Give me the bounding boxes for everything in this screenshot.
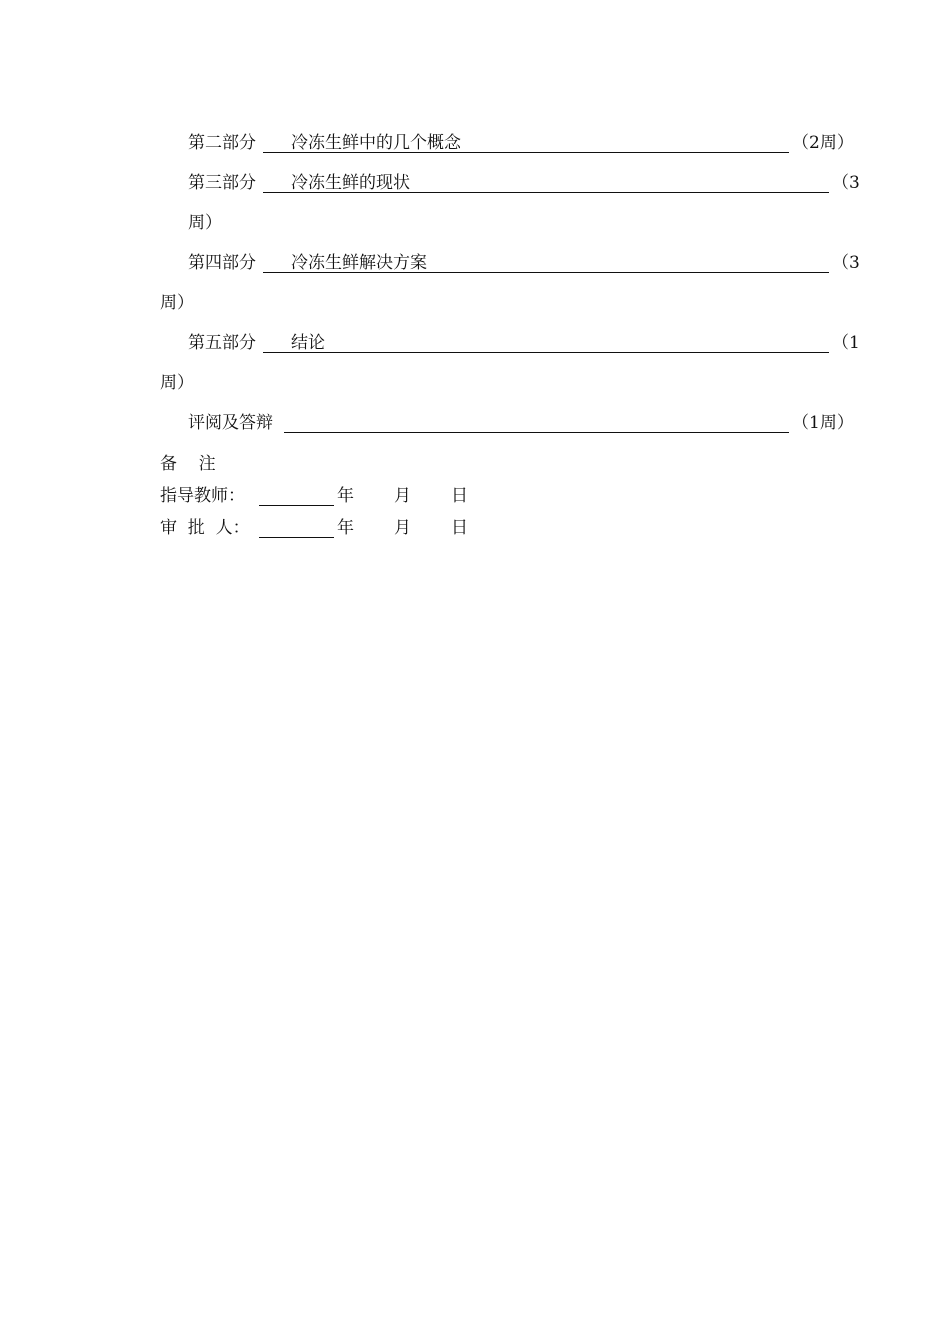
schedule-row-review [0,412,950,436]
advisor-month: 月 [394,486,411,506]
schedule-row-part5 [0,332,950,356]
part-label: 评阅及答辩 [188,413,273,433]
schedule-row-part4 [0,252,950,276]
approver-month: 月 [394,518,411,538]
topic-underline [263,332,829,353]
part-duration: （3 [832,253,860,273]
advisor-signature-blank [259,485,334,506]
schedule-row-part2 [0,132,950,156]
part-topic: 结论 [291,333,325,353]
part-topic: 冷冻生鲜中的几个概念 [291,133,461,153]
part-topic: 冷冻生鲜解决方案 [291,253,427,273]
part-duration: （2周） [792,133,854,153]
duration-wrap: 周） [188,213,222,233]
topic-underline [263,172,829,193]
topic-underline [263,132,789,153]
schedule-row-part3 [0,172,950,196]
part-duration: （3 [832,173,860,193]
advisor-label: 指导教师： [160,486,245,506]
part-duration: （1周） [792,413,854,433]
part-label: 第二部分 [188,133,256,153]
part-label: 第四部分 [188,253,256,273]
duration-wrap: 周） [160,373,194,393]
advisor-year: 年 [337,486,354,506]
advisor-signature-row [0,485,950,509]
approver-day: 日 [451,518,468,538]
part-label: 第五部分 [188,333,256,353]
part-label: 第三部分 [188,173,256,193]
review-underline [284,412,789,433]
part-topic: 冷冻生鲜的现状 [291,173,410,193]
part-duration: （1 [832,333,860,353]
approver-signature-row [0,517,950,541]
approver-label: 审 批 人： [160,518,250,538]
approver-signature-blank [259,517,334,538]
advisor-day: 日 [451,486,468,506]
duration-wrap: 周） [160,293,194,313]
topic-underline [263,252,829,273]
approver-year: 年 [337,518,354,538]
remarks-label: 备 注 [160,454,216,474]
